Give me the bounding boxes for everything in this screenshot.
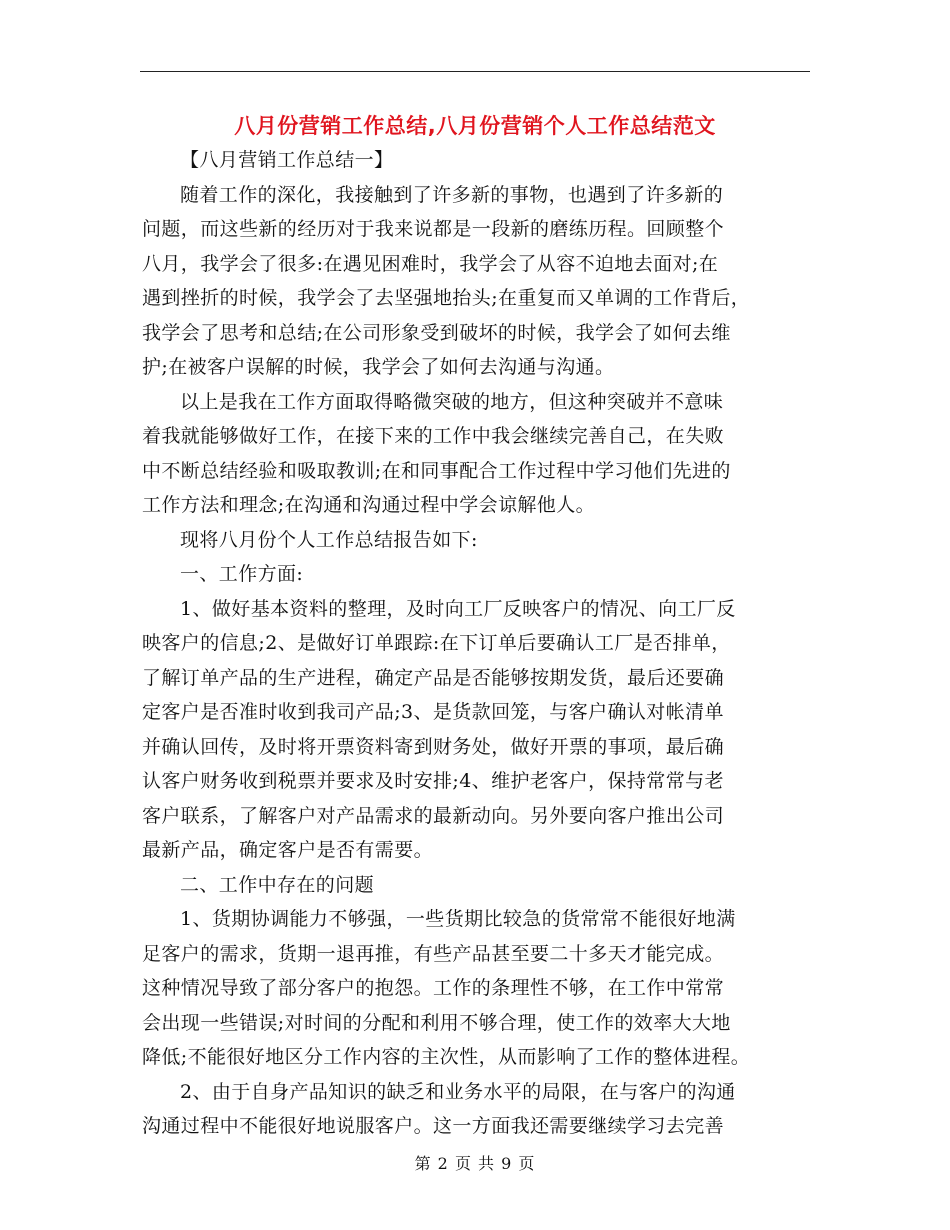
body-line: 以上是我在工作方面取得略微突破的地方，但这种突破并不意味 [180, 390, 724, 413]
body-line: 映客户的信息;2、是做好订单跟踪:在下订单后要确认工厂是否排单， [142, 632, 731, 654]
body-line: 客户联系，了解客户对产品需求的最新动向。另外要向客户推出公司 [142, 804, 725, 827]
body-line: 【八月营销工作总结一】 [180, 149, 394, 171]
body-line: 现将八月份个人工作总结报告如下: [180, 528, 478, 551]
body-line: 并确认回传，及时将开票资料寄到财务处，做好开票的事项，最后确 [142, 735, 725, 758]
body-line: 定客户是否准时收到我司产品;3、是货款回笼，与客户确认对帐清单 [142, 701, 724, 723]
body-line: 会出现一些错误;对时间的分配和利用不够合理，使工作的效率大大地 [142, 1011, 731, 1034]
body-line: 认客户财务收到税票并要求及时安排;4、维护老客户，保持常常与老 [142, 770, 724, 792]
body-line: 八月，我学会了很多:在遇见困难时，我学会了从容不迫地去面对;在 [142, 252, 719, 275]
body-line: 护;在被客户误解的时候，我学会了如何去沟通与沟通。 [142, 356, 615, 378]
document-title: 八月份营销工作总结,八月份营销个人工作总结范文 [234, 114, 716, 138]
body-line: 1、做好基本资料的整理，及时向工厂反映客户的情况、向工厂反 [180, 597, 736, 620]
body-line: 了解订单产品的生产进程，确定产品是否能够按期发货，最后还要确 [142, 666, 725, 689]
body-line: 二、工作中存在的问题 [180, 873, 375, 896]
body-line: 沟通过程中不能很好地说服客户。这一方面我还需要继续学习去完善 [142, 1115, 725, 1137]
body-line: 1、货期协调能力不够强，一些货期比较急的货常常不能很好地满 [180, 908, 736, 930]
body-line: 我学会了思考和总结;在公司形象受到破坏的时候，我学会了如何去维 [142, 321, 731, 344]
body-line: 这种情况导致了部分客户的抱怨。工作的条理性不够，在工作中常常 [142, 977, 725, 999]
body-line: 足客户的需求，货期一退再推，有些产品甚至要二十多天才能完成。 [142, 942, 725, 965]
page-footer: 第 2 页 共 9 页 [414, 1154, 536, 1173]
body-line: 降低;不能很好地区分工作内容的主次性，从而影响了工作的整体进程。 [142, 1046, 751, 1068]
body-line: 中不断总结经验和吸取教训;在和同事配合工作过程中学习他们先进的 [142, 459, 731, 482]
body-line: 遇到挫折的时候，我学会了去坚强地抬头;在重复而又单调的工作背后， [142, 287, 751, 309]
document-body [142, 143, 814, 1144]
body-line: 2、由于自身产品知识的缺乏和业务水平的局限，在与客户的沟通 [180, 1080, 736, 1103]
body-line: 最新产品，确定客户是否有需要。 [142, 839, 434, 861]
body-line: 随着工作的深化，我接触到了许多新的事物，也遇到了许多新的 [180, 183, 724, 206]
body-line: 一、工作方面: [180, 563, 304, 585]
body-line: 着我就能够做好工作，在接下来的工作中我会继续完善自己，在失败 [142, 425, 725, 447]
top-rule [140, 71, 810, 72]
body-line: 问题，而这些新的经历对于我来说都是一段新的磨练历程。回顾整个 [142, 218, 725, 240]
body-line: 工作方法和理念;在沟通和沟通过程中学会谅解他人。 [142, 494, 596, 516]
